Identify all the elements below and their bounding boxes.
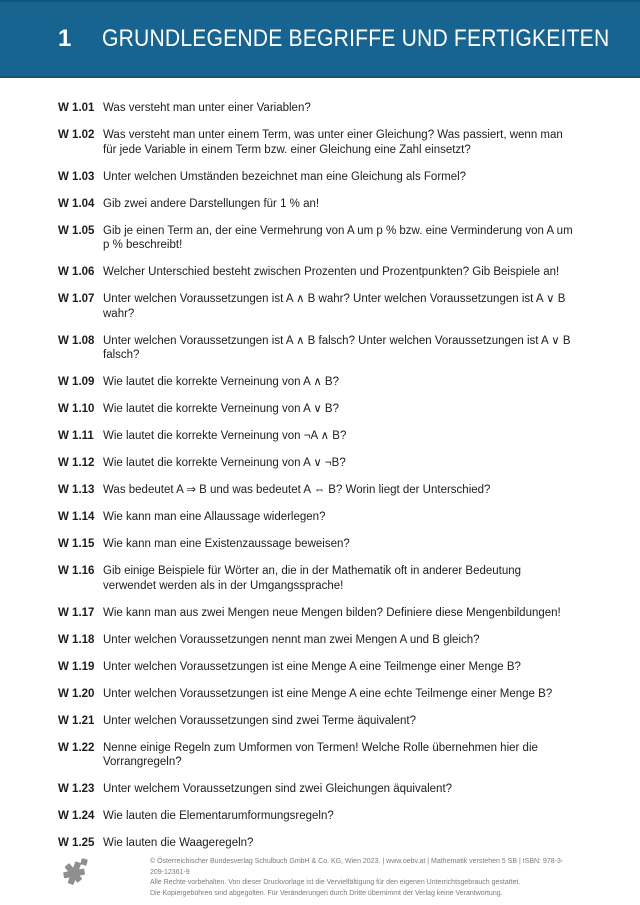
question-text: Unter welchem Voraussetzungen sind zwei Gleichungen äquivalent? [103, 783, 453, 795]
question-text: Wie lauten die Elementarumformungsregeln? [103, 810, 334, 822]
question-row [58, 128, 580, 157]
question-text: Wie lauten die Waageregeln? [103, 837, 254, 849]
question-label: W 1.16 [58, 565, 95, 577]
question-row [58, 633, 580, 648]
footer [150, 857, 570, 899]
question-label: W 1.18 [58, 633, 95, 646]
question-row [58, 265, 580, 280]
question-text: Wie lautet die korrekte Verneinung von A ∨ B? [103, 403, 340, 415]
question-label: W 1.15 [58, 538, 95, 550]
question-label: W 1.04 [58, 197, 95, 210]
question-row [58, 101, 580, 116]
question-text: Was versteht man unter einem Term, was unter einer Gleichung? Was passiert, wenn man für jede Variable in einem Term bzw. einer Gleichung eine Zahl einsetzt? [103, 129, 563, 156]
question-row [58, 375, 580, 390]
question-row [58, 402, 580, 417]
question-label: W 1.06 [58, 266, 95, 278]
question-text: Gib zwei andere Darstellungen für 1 % an! [103, 197, 320, 210]
question-label: W 1.11 [58, 430, 94, 442]
question-row [58, 334, 580, 363]
footer-line-copyright: © Österreichischer Bundesverlag Schulbuch GmbH & Co. KG, Wien 2023. | www.oebv.at | Mathematik verstehen 5 SB | ISBN: 978-3-209-12361-9 [150, 858, 564, 876]
question-text: Unter welchen Voraussetzungen ist A ∧ B falsch? Unter welchen Voraussetzungen ist A ∨ B falsch? [103, 334, 571, 361]
question-row [58, 714, 580, 729]
question-label: W 1.09 [58, 376, 95, 388]
chapter-number: 1 [58, 25, 72, 52]
question-text: Nenne einige Regeln zum Umformen von Termen! Welche Rolle übernehmen hier die Vorrangregeln? [103, 741, 538, 768]
question-row [58, 606, 580, 621]
question-row [58, 782, 580, 797]
question-row [58, 224, 580, 253]
question-text: Wie lautet die korrekte Verneinung von ¬A ∧ B? [103, 430, 347, 442]
question-row [58, 809, 580, 824]
chapter-banner [0, 0, 640, 78]
question-row [58, 537, 580, 552]
question-label: W 1.13 [58, 484, 95, 496]
question-list [0, 78, 640, 851]
question-row [58, 741, 580, 770]
question-label: W 1.01 [58, 102, 95, 114]
question-row [58, 292, 580, 321]
question-text: Wie lautet die korrekte Verneinung von A ∧ B? [103, 376, 340, 388]
question-row [58, 170, 580, 185]
question-label: W 1.22 [58, 741, 95, 754]
question-row [58, 687, 580, 702]
question-label: W 1.10 [58, 403, 95, 415]
question-text: Wie kann man eine Allaussage widerlegen? [103, 511, 326, 523]
question-label: W 1.19 [58, 660, 95, 673]
question-label: W 1.05 [58, 224, 95, 237]
question-label: W 1.03 [58, 170, 95, 183]
question-label: W 1.24 [58, 810, 95, 822]
question-row [58, 483, 580, 498]
question-row [58, 836, 580, 851]
question-text: Was versteht man unter einer Variablen? [103, 102, 311, 114]
question-text: Wie lautet die korrekte Verneinung von A ∨ ¬B? [103, 457, 346, 469]
question-text: Unter welchen Voraussetzungen ist eine Menge A eine Teilmenge einer Menge B? [103, 660, 521, 673]
question-row [58, 510, 580, 525]
question-row [58, 660, 580, 675]
footer-line-fees: Die Kopiergebühren sind abgegolten. Für Veränderungen durch Dritte übernimmt der Verlag keine Verantwortung. [150, 889, 503, 897]
question-label: W 1.17 [58, 606, 95, 619]
question-text: Unter welchen Voraussetzungen sind zwei Terme äquivalent? [103, 714, 417, 727]
question-row [58, 564, 580, 593]
question-label: W 1.12 [58, 457, 95, 469]
footer-line-rights: Alle Rechte vorbehalten. Von dieser Druckvorlage ist die Vervielfältigung für den eigenen Unterrichtsgebrauch gestattet. [150, 879, 521, 886]
question-text: Unter welchen Voraussetzungen ist eine Menge A eine echte Teilmenge einer Menge B? [103, 687, 553, 700]
question-text: Unter welchen Umständen bezeichnet man eine Gleichung als Formel? [103, 170, 467, 183]
question-text: Wie kann man eine Existenzaussage beweisen? [103, 538, 350, 550]
question-text: Gib einige Beispiele für Wörter an, die in der Mathematik oft in anderer Bedeutung verwendet werden als in der Umgangssprache! [103, 565, 522, 592]
question-row [58, 197, 580, 212]
question-label: W 1.14 [58, 511, 95, 523]
question-label: W 1.08 [58, 334, 95, 347]
question-text: Welcher Unterschied besteht zwischen Prozenten und Prozentpunkten? Gib Beispiele an! [103, 266, 560, 278]
page-title: GRUNDLEGENDE BEGRIFFE UND FERTIGKEITEN [102, 25, 610, 52]
question-label: W 1.21 [58, 714, 95, 727]
question-label: W 1.02 [58, 129, 95, 141]
question-text: Unter welchen Voraussetzungen ist A ∧ B wahr? Unter welchen Voraussetzungen ist A ∨ B wahr? [103, 293, 566, 320]
question-label: W 1.07 [58, 293, 95, 305]
question-text: Was bedeutet A ⇒ B und was bedeutet A ⇔ B? Worin liegt der Unterschied? [103, 484, 491, 496]
question-row [58, 429, 580, 444]
question-text: Unter welchen Voraussetzungen nennt man zwei Mengen A und B gleich? [103, 633, 480, 646]
question-label: W 1.23 [58, 783, 95, 795]
question-text: Wie kann man aus zwei Mengen neue Mengen bilden? Definiere diese Mengenbildungen! [103, 606, 561, 619]
question-label: W 1.25 [58, 837, 95, 849]
question-label: W 1.20 [58, 687, 95, 700]
oebv-logo-icon [58, 857, 90, 889]
question-text: Gib je einen Term an, der eine Vermehrung von A um p % bzw. eine Verminderung von A um p % beschreibt! [103, 224, 573, 251]
question-row [58, 456, 580, 471]
